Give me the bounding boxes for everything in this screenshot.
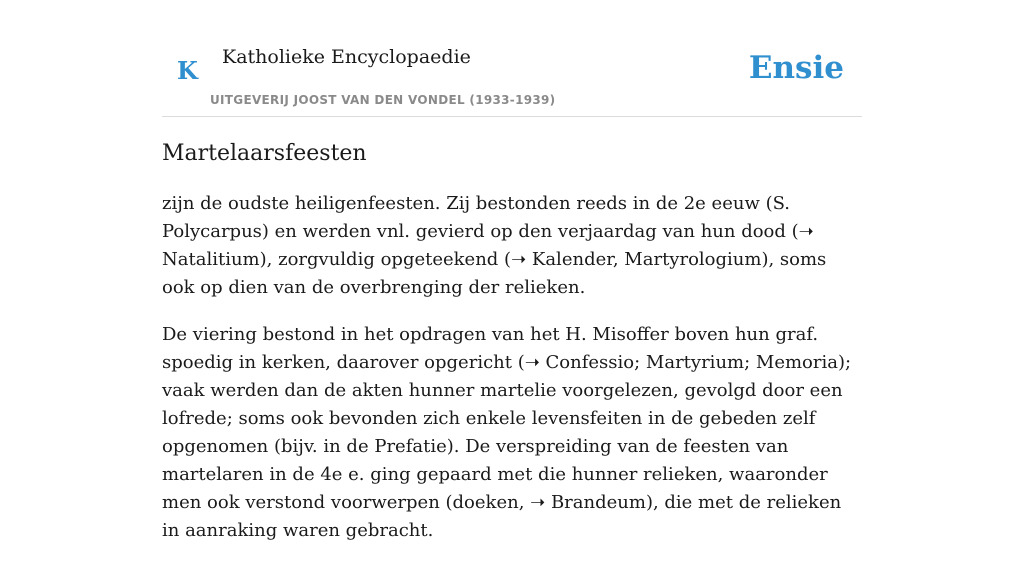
publisher-subtitle: UITGEVERIJ JOOST VAN DEN VONDEL (1933-1939) [210, 93, 556, 107]
publication-title-link[interactable]: Katholieke Encyclopaedie [222, 46, 471, 68]
ensie-brand-logo[interactable]: Ensie [748, 50, 844, 86]
entry-title: Martelaarsfeesten [162, 141, 367, 166]
site-header [162, 0, 862, 117]
paragraph-text: zijn de oudste heiligenfeesten. Zij bestonden reeds in de 2e eeuw (S. Polycarpus) en werden vnl. gevierd op den verjaardag van hun dood ( [162, 193, 799, 242]
cross-reference-link-kalender-martyrologium[interactable]: ➝ Kalender, Martyrologium [511, 249, 762, 270]
cross-reference-link-brandeum[interactable]: ➝ Brandeum [530, 492, 646, 513]
paragraph-text: ), die met de relieken in aanraking waren gebracht. [162, 492, 842, 541]
cross-reference-link-natalitium[interactable]: ➝ Natalitium [162, 221, 814, 270]
cross-reference-link-confessio-martyrium-memoria[interactable]: ➝ Confessio; Martyrium; Memoria [524, 352, 838, 373]
paragraph-text: ), soms ook op dien van de overbrenging der relieken. [162, 249, 827, 298]
paragraph-text: ); vaak werden dan de akten hunner martelie voorgelezen, gevolgd door een lofrede; soms ook bevonden zich enkele levensfeiten in de gebeden zelf opgenomen (bijv. in de Prefatie). De verspreiding van de feesten van martelaren in de 4e e. ging gepaard met die hunner relieken, waaronder men ook verstond voorwerpen (doeken, [162, 352, 852, 513]
paragraph-text: De viering bestond in het opdragen van het H. Misoffer boven hun graf. spoedig in kerken, daarover opgericht ( [162, 324, 819, 373]
paragraph-text: ), zorgvuldig opgeteekend ( [259, 249, 512, 270]
entry-content [162, 138, 862, 564]
publication-logo[interactable]: K [177, 56, 198, 85]
entry-paragraph-2 [162, 321, 862, 545]
entry-paragraph-1 [162, 190, 862, 302]
